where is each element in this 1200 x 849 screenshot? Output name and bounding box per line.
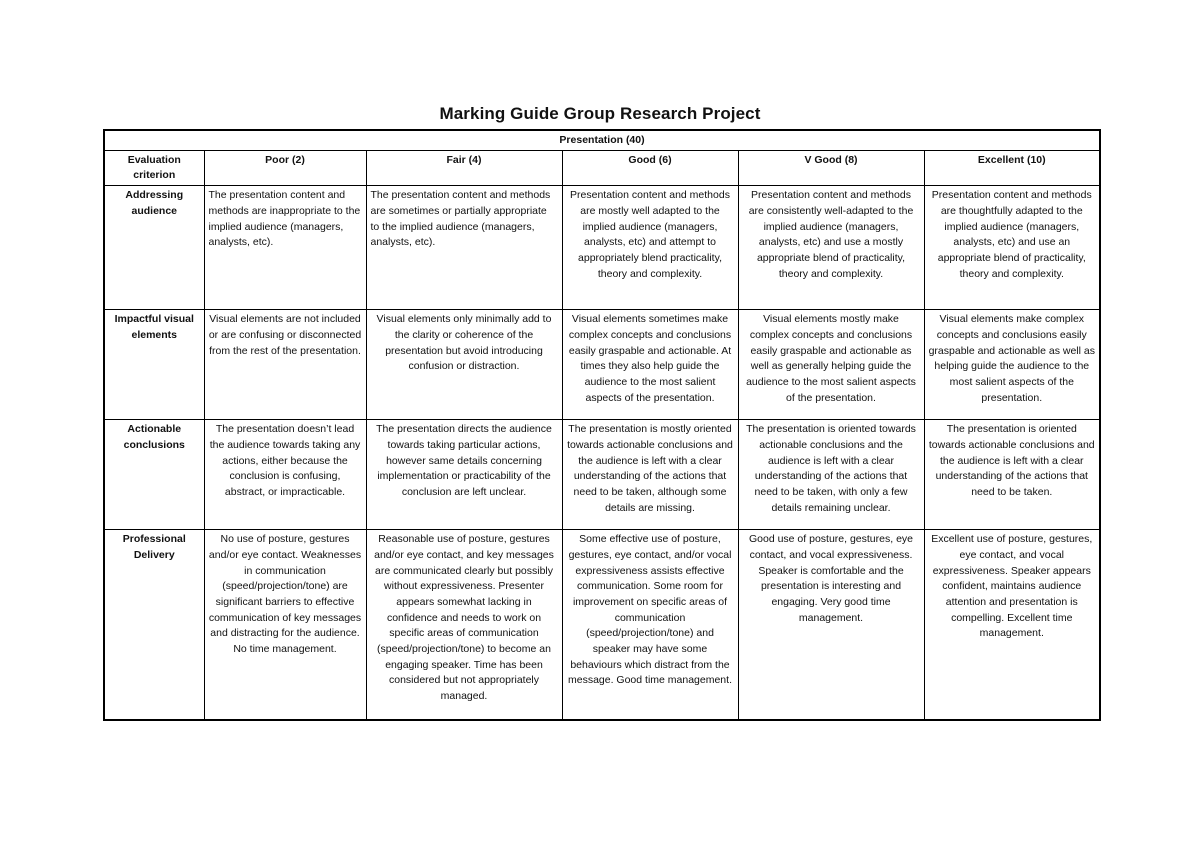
section-header-row	[104, 130, 1100, 150]
header-good: Good (6)	[562, 150, 738, 185]
column-header-row	[104, 150, 1100, 185]
table-row	[104, 186, 1100, 310]
criterion-cell: Actionable conclusions	[104, 420, 204, 530]
rubric-cell: Visual elements mostly make complex concepts and conclusions easily graspable and actionable as well as generally helping guide the audience to the most salient aspects of the presentation.	[738, 310, 924, 420]
header-excellent: Excellent (10)	[924, 150, 1100, 185]
rubric-cell: Visual elements only minimally add to the clarity or coherence of the presentation but avoid introducing confusion or distraction.	[366, 310, 562, 420]
rubric-cell: The presentation content and methods are sometimes or partially appropriate to the implied audience (managers, analysts, etc).	[366, 186, 562, 310]
rubric-cell: Some effective use of posture, gestures, eye contact, and/or vocal expressiveness assists effective communication. Some room for improvement on specific areas of communication (speed/projection/tone) and speaker may have some behaviours which distract from the message. Good time management.	[562, 530, 738, 720]
header-v-good: V Good (8)	[738, 150, 924, 185]
header-poor: Poor (2)	[204, 150, 366, 185]
rubric-cell: Visual elements sometimes make complex concepts and conclusions easily graspable and actionable. At times they also help guide the audience to the most salient aspects of the presentation.	[562, 310, 738, 420]
criterion-cell: Impactful visual elements	[104, 310, 204, 420]
rubric-cell: Visual elements make complex concepts and conclusions easily graspable and actionable as well as helping guide the audience to the most salient aspects of the presentation.	[924, 310, 1100, 420]
rubric-cell: Good use of posture, gestures, eye contact, and vocal expressiveness. Speaker is comfortable and the presentation is interesting and engaging. Very good time management.	[738, 530, 924, 720]
rubric-cell: Presentation content and methods are consistently well-adapted to the implied audience (managers, analysts, etc) and use a mostly appropriate blend of practicality, theory and complexity.	[738, 186, 924, 310]
criterion-cell: Addressing audience	[104, 186, 204, 310]
table-row	[104, 310, 1100, 420]
rubric-cell: The presentation doesn’t lead the audience towards taking any actions, either because the conclusion is confusing, abstract, or impracticable.	[204, 420, 366, 530]
table-row	[104, 420, 1100, 530]
rubric-cell: Excellent use of posture, gestures, eye contact, and vocal expressiveness. Speaker appears confident, maintains audience attention and presentation is compelling. Excellent time management.	[924, 530, 1100, 720]
rubric-cell: Reasonable use of posture, gestures and/or eye contact, and key messages are communicated clearly but possibly without expressiveness. Presenter appears somewhat lacking in confidence and needs to work on specific areas of communication (speed/projection/tone) to become an engaging speaker. Time has been considered but not appropriately managed.	[366, 530, 562, 720]
rubric-cell: The presentation is oriented towards actionable conclusions and the audience is left with a clear understanding of the actions that need to be taken, with only a few details remaining unclear.	[738, 420, 924, 530]
rubric-cell: Presentation content and methods are mostly well adapted to the implied audience (managers, analysts, etc) and attempt to appropriately blend practicality, theory and complexity.	[562, 186, 738, 310]
marking-rubric-table	[103, 129, 1101, 721]
page-title: Marking Guide Group Research Project	[439, 104, 761, 123]
header-criterion: Evaluation criterion	[104, 150, 204, 185]
rubric-cell: No use of posture, gestures and/or eye contact. Weaknesses in communication (speed/projection/tone) are significant barriers to effective communication of key messages and distracting for the audience. No time management.	[204, 530, 366, 720]
section-title: Presentation (40)	[104, 130, 1100, 150]
rubric-cell: Presentation content and methods are thoughtfully adapted to the implied audience (managers, analysts, etc) and use an appropriate blend of practicality, theory and complexity.	[924, 186, 1100, 310]
table-row	[104, 530, 1100, 720]
rubric-cell: Visual elements are not included or are confusing or disconnected from the rest of the presentation.	[204, 310, 366, 420]
rubric-cell: The presentation is oriented towards actionable conclusions and the audience is left with a clear understanding of the actions that need to be taken.	[924, 420, 1100, 530]
rubric-cell: The presentation is mostly oriented towards actionable conclusions and the audience is left with a clear understanding of the actions that need to be taken, although some details are missing.	[562, 420, 738, 530]
rubric-cell: The presentation content and methods are inappropriate to the implied audience (managers, analysts, etc).	[204, 186, 366, 310]
header-fair: Fair (4)	[366, 150, 562, 185]
criterion-cell: Professional Delivery	[104, 530, 204, 720]
rubric-cell: The presentation directs the audience towards taking particular actions, however same details concerning implementation or practicability of the conclusion are left unclear.	[366, 420, 562, 530]
